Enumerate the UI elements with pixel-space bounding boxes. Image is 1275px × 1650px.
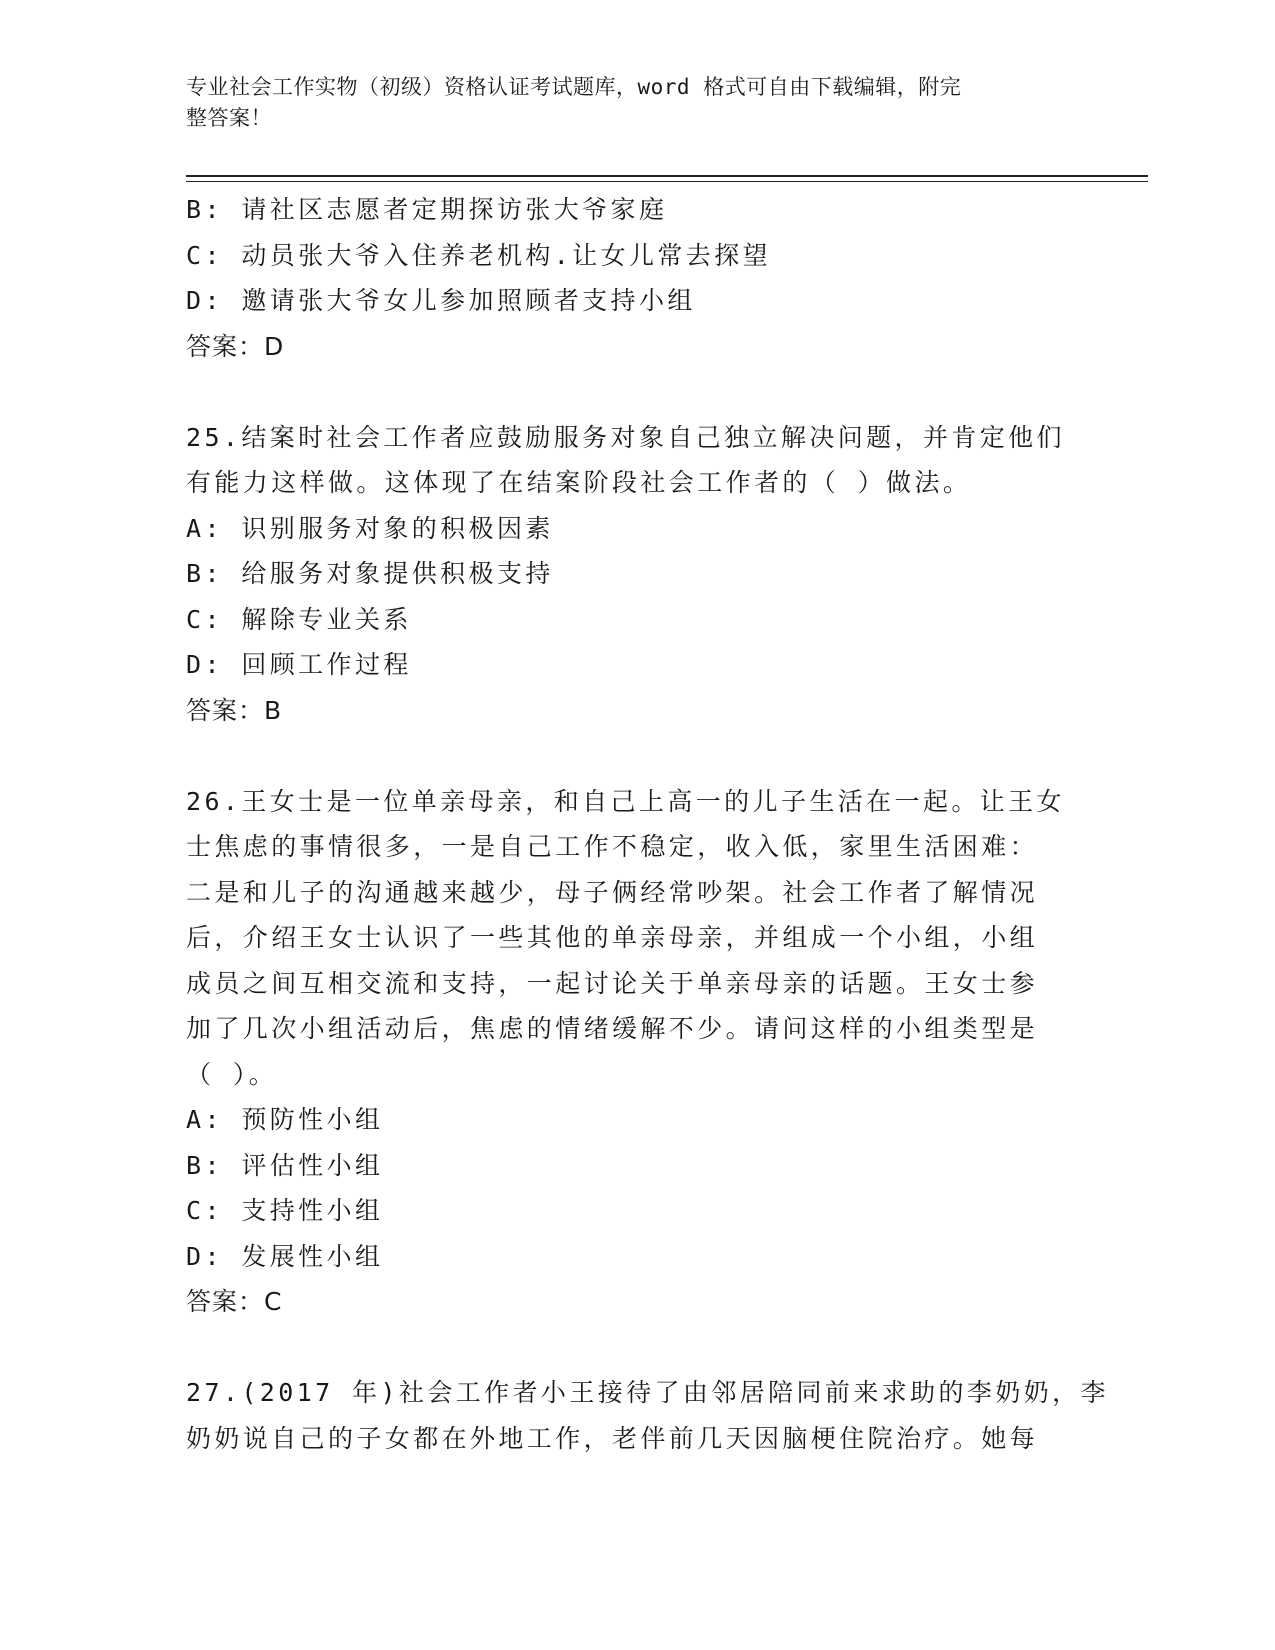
option-d: D: 邀请张大爷女儿参加照顾者支持小组 bbox=[186, 286, 696, 315]
spacer bbox=[186, 369, 1086, 415]
header-divider-thin bbox=[186, 181, 1148, 182]
answer-label: 答案：B bbox=[186, 695, 283, 725]
option-b: B: 给服务对象提供积极支持 bbox=[186, 559, 554, 588]
option-d: D: 发展性小组 bbox=[186, 1241, 384, 1271]
prev-question bbox=[186, 187, 1086, 369]
question-stem-line: 26.王女士是一位单亲母亲，和自己上高一的儿子生活在一起。让王女 bbox=[186, 786, 1065, 816]
question-stem-line: 后，介绍王女士认识了一些其他的单亲母亲，并组成一个小组，小组 bbox=[186, 923, 1039, 952]
option-a: A: 预防性小组 bbox=[186, 1105, 384, 1134]
question-stem-line: 士焦虑的事情很多，一是自己工作不稳定，收入低，家里生活困难： bbox=[186, 832, 1039, 861]
option-b: B: 请社区志愿者定期探访张大爷家庭 bbox=[186, 195, 668, 224]
question-stem-line: 有能力这样做。这体现了在结案阶段社会工作者的（ ）做法。 bbox=[186, 468, 972, 497]
question-content bbox=[186, 187, 1109, 1461]
question-stem-line: 27.(2017 年)社会工作者小王接待了由邻居陪同前来求助的李奶奶，李 bbox=[186, 1378, 1109, 1407]
page-header bbox=[186, 72, 1066, 134]
question-stem-line: 二是和儿子的沟通越来越少，母子俩经常吵架。社会工作者了解情况 bbox=[186, 877, 1039, 907]
spacer bbox=[186, 1325, 1086, 1371]
question-26 bbox=[186, 779, 1086, 1325]
answer-label: 答案：D bbox=[186, 331, 285, 361]
option-c: C: 动员张大爷入住养老机构.让女儿常去探望 bbox=[186, 240, 772, 270]
question-27 bbox=[186, 1370, 1109, 1461]
question-stem-line: （ ）。 bbox=[186, 1059, 278, 1089]
question-stem-line: 25.结案时社会工作者应鼓励服务对象自己独立解决问题，并肯定他们 bbox=[186, 422, 1065, 452]
header-line-1: 专业社会工作实物（初级）资格认证考试题库，word 格式可自由下载编辑，附完 bbox=[186, 75, 962, 99]
option-b: B: 评估性小组 bbox=[186, 1150, 384, 1180]
option-c: C: 支持性小组 bbox=[186, 1196, 384, 1225]
answer-label: 答案：C bbox=[186, 1287, 283, 1316]
question-stem-line: 奶奶说自己的子女都在外地工作，老伴前几天因脑梗住院治疗。她每 bbox=[186, 1423, 1039, 1453]
option-c: C: 解除专业关系 bbox=[186, 604, 412, 634]
spacer bbox=[186, 733, 1086, 779]
option-a: A: 识别服务对象的积极因素 bbox=[186, 513, 554, 543]
option-d: D: 回顾工作过程 bbox=[186, 650, 412, 679]
header-divider-thick bbox=[186, 175, 1148, 177]
question-stem-line: 加了几次小组活动后，焦虑的情绪缓解不少。请问这样的小组类型是 bbox=[186, 1014, 1039, 1043]
question-stem-line: 成员之间互相交流和支持，一起讨论关于单亲母亲的话题。王女士参 bbox=[186, 968, 1039, 998]
header-line-2: 整答案！ bbox=[186, 106, 272, 130]
question-25 bbox=[186, 415, 1086, 734]
